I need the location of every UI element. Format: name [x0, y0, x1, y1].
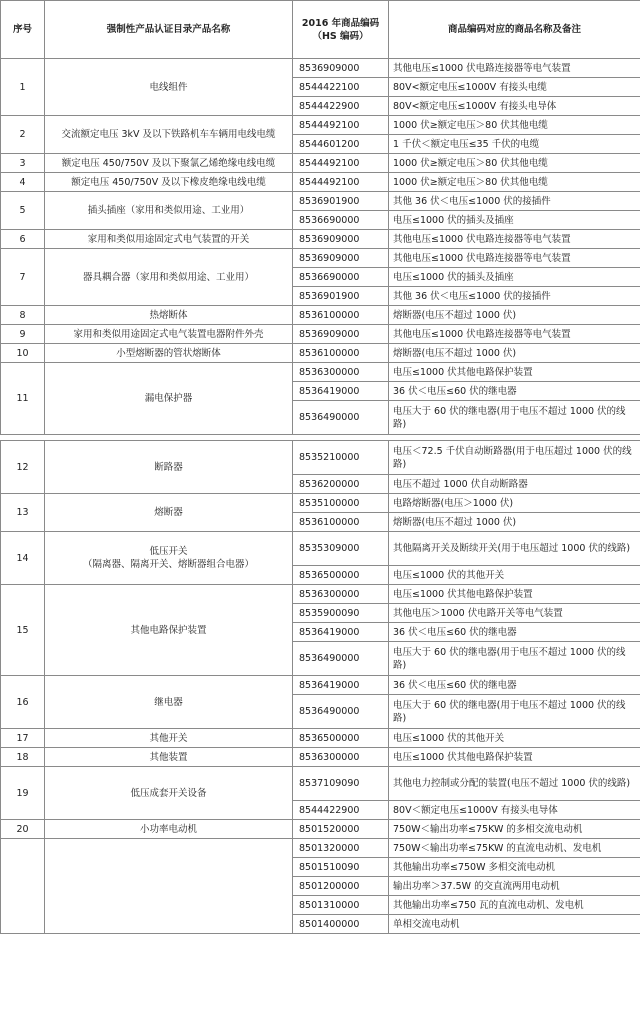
hs-code-cell: 8544492100 [293, 173, 389, 192]
hs-code-cell: 8501320000 [293, 839, 389, 858]
hs-code-cell: 8501400000 [293, 915, 389, 934]
product-name-cell [45, 325, 293, 344]
hs-code-cell: 8536300000 [293, 585, 389, 604]
hs-code-cell: 8544492100 [293, 154, 389, 173]
hs-code-cell: 8536419000 [293, 382, 389, 401]
hs-code-cell: 8544422900 [293, 97, 389, 116]
product-name-line: 插头插座（家用和类似用途、工业用） [87, 205, 250, 216]
table-row [1, 494, 640, 513]
description-cell: 熔断器(电压不超过 1000 伏) [389, 513, 640, 532]
description-cell: 其他电力控制或分配的装置(电压不超过 1000 伏的线路) [389, 767, 640, 801]
hs-code-cell: 8544422900 [293, 801, 389, 820]
table-row [1, 729, 640, 748]
hs-code-cell: 8536100000 [293, 513, 389, 532]
header-hs-code [293, 1, 389, 59]
description-cell: 1000 伏≥额定电压＞80 伏其他电缆 [389, 116, 640, 135]
product-name-line: 家用和类似用途固定式电气装置的开关 [87, 233, 250, 245]
hs-code-cell: 8536300000 [293, 363, 389, 382]
table-row [1, 820, 640, 839]
seq-cell: 19 [1, 767, 45, 820]
description-cell: 其他电压≤1000 伏电路连接器等电气装置 [389, 59, 640, 78]
description-cell: 电压≤1000 伏其他电路保护装置 [389, 748, 640, 767]
hs-code-cell: 8544422100 [293, 78, 389, 97]
description-cell: 其他输出功率≤750 瓦的直流电动机、发电机 [389, 896, 640, 915]
seq-cell: 7 [1, 249, 45, 306]
hs-code-cell: 8501520000 [293, 820, 389, 839]
product-name-line: 漏电保护器 [144, 393, 193, 404]
product-name-cell [45, 306, 293, 325]
hs-code-cell: 8544601200 [293, 135, 389, 154]
product-name-line: 其他装置 [149, 751, 188, 763]
product-name-line: 继电器 [154, 696, 183, 708]
table-body [1, 59, 640, 934]
product-name-line: 小功率电动机 [139, 823, 197, 835]
description-cell: 1 千伏＜额定电压≤35 千伏的电缆 [389, 135, 640, 154]
table-row [1, 192, 640, 211]
description-cell: 其他电压≤1000 伏电路连接器等电气装置 [389, 230, 640, 249]
header-row [1, 1, 640, 59]
seq-cell: 17 [1, 729, 45, 748]
product-name-cell [45, 839, 293, 934]
header-description: 商品编码对应的商品名称及备注 [389, 1, 640, 59]
hs-code-cell: 8535900090 [293, 604, 389, 623]
description-cell: 电压不超过 1000 伏自动断路器 [389, 475, 640, 494]
table-row [1, 585, 640, 604]
hs-code-cell: 8536100000 [293, 344, 389, 363]
hs-code-cell: 8536909000 [293, 59, 389, 78]
description-cell: 80V<额定电压≤1000V 有接头电导体 [389, 97, 640, 116]
description-cell: 电压≤1000 伏的其他开关 [389, 566, 640, 585]
product-name-cell [45, 820, 293, 839]
seq-cell: 11 [1, 363, 45, 435]
description-cell: 单相交流电动机 [389, 915, 640, 934]
hs-code-cell: 8501200000 [293, 877, 389, 896]
table-row [1, 59, 640, 78]
hs-code-cell: 8536901900 [293, 287, 389, 306]
hs-code-cell: 8535100000 [293, 494, 389, 513]
hs-code-cell: 8535210000 [293, 441, 389, 475]
product-name-cell [45, 532, 293, 585]
hs-code-cell: 8536490000 [293, 401, 389, 435]
hs-code-cell: 8536690000 [293, 211, 389, 230]
product-name-cell [45, 494, 293, 532]
description-cell: 熔断器(电压不超过 1000 伏) [389, 344, 640, 363]
description-cell: 750W＜输出功率≤75KW 的多相交流电动机 [389, 820, 640, 839]
description-cell: 电压≤1000 伏的插头及插座 [389, 211, 640, 230]
seq-cell: 12 [1, 441, 45, 494]
seq-cell: 10 [1, 344, 45, 363]
header-hs-code-line1: 2016 年商品编码 [301, 17, 380, 29]
product-name-line: 断路器 [154, 461, 183, 473]
table-row [1, 344, 640, 363]
table-row [1, 767, 640, 801]
description-cell: 其他 36 伏＜电压≤1000 伏的接插件 [389, 287, 640, 306]
description-cell: 电压大于 60 伏的继电器(用于电压不超过 1000 伏的线路) [389, 642, 640, 676]
table-row [1, 441, 640, 475]
product-name-cell [45, 676, 293, 729]
product-name-cell [45, 363, 293, 435]
product-name-line: 其他电路保护装置 [130, 624, 207, 636]
seq-cell: 5 [1, 192, 45, 230]
product-name-cell [45, 767, 293, 820]
product-name-cell [45, 173, 293, 192]
table-row [1, 325, 640, 344]
description-cell: 电路熔断器(电压＞1000 伏) [389, 494, 640, 513]
hs-code-cell: 8537109090 [293, 767, 389, 801]
product-name-cell [45, 192, 293, 230]
hs-code-cell: 8535309000 [293, 532, 389, 566]
hs-code-cell: 8536100000 [293, 306, 389, 325]
description-cell: 电压≤1000 伏其他电路保护装置 [389, 363, 640, 382]
header-hs-code-line2: （HS 编码） [312, 30, 369, 42]
description-cell: 其他 36 伏＜电压≤1000 伏的接插件 [389, 192, 640, 211]
product-name-line: 交流额定电压 3kV 及以下铁路机车车辆用电线电缆 [61, 129, 276, 140]
product-name-line: 热熔断体 [149, 309, 188, 321]
seq-cell: 3 [1, 154, 45, 173]
seq-cell: 20 [1, 820, 45, 839]
hs-code-cell: 8501310000 [293, 896, 389, 915]
description-cell: 电压≤1000 伏的其他开关 [389, 729, 640, 748]
product-name-cell [45, 249, 293, 306]
hs-code-cell: 8536490000 [293, 695, 389, 729]
hs-code-cell: 8501510090 [293, 858, 389, 877]
table-row [1, 116, 640, 135]
product-name-line: 家用和类似用途固定式电气装置电器附件外壳 [73, 328, 264, 340]
table-row [1, 532, 640, 566]
seq-cell: 8 [1, 306, 45, 325]
seq-cell: 4 [1, 173, 45, 192]
description-cell: 750W＜输出功率≤75KW 的直流电动机、发电机 [389, 839, 640, 858]
description-cell: 1000 伏≥额定电压＞80 伏其他电缆 [389, 173, 640, 192]
product-name-line: 器具耦合器（家用和类似用途、工业用） [82, 271, 254, 283]
description-cell: 其他电压≤1000 伏电路连接器等电气装置 [389, 249, 640, 268]
seq-cell: 6 [1, 230, 45, 249]
table-row [1, 676, 640, 695]
table-row [1, 154, 640, 173]
seq-cell: 13 [1, 494, 45, 532]
product-name-line: （隔离器、隔离开关、熔断器组合电器） [82, 559, 254, 570]
product-name-line: 低压成套开关设备 [130, 787, 207, 799]
table-row [1, 249, 640, 268]
header-product-name: 强制性产品认证目录产品名称 [45, 1, 293, 59]
hs-code-cell: 8536500000 [293, 566, 389, 585]
product-name-line: 小型熔断器的管状熔断体 [116, 347, 221, 359]
table-row [1, 230, 640, 249]
table-row [1, 173, 640, 192]
header-seq: 序号 [1, 1, 45, 59]
seq-cell: 16 [1, 676, 45, 729]
description-cell: 其他隔离开关及断续开关(用于电压超过 1000 伏的线路) [389, 532, 640, 566]
product-name-line: 额定电压 450/750V 及以下橡皮绝缘电线电缆 [71, 176, 266, 188]
product-name-cell [45, 729, 293, 748]
hs-code-cell: 8536490000 [293, 642, 389, 676]
product-name-line: 低压开关 [149, 546, 188, 557]
hs-code-cell: 8544492100 [293, 116, 389, 135]
description-cell: 电压≤1000 伏的插头及插座 [389, 268, 640, 287]
product-name-cell [45, 344, 293, 363]
hs-code-cell: 8536901900 [293, 192, 389, 211]
hs-code-cell: 8536909000 [293, 230, 389, 249]
seq-cell: 9 [1, 325, 45, 344]
hs-code-cell: 8536200000 [293, 475, 389, 494]
table-row [1, 839, 640, 858]
description-cell: 36 伏＜电压≤60 伏的继电器 [389, 676, 640, 695]
seq-cell: 15 [1, 585, 45, 676]
hs-code-cell: 8536300000 [293, 748, 389, 767]
description-cell: 1000 伏≥额定电压＞80 伏其他电缆 [389, 154, 640, 173]
table-row [1, 306, 640, 325]
product-name-line: 熔断器 [154, 507, 183, 518]
hs-code-cell: 8536909000 [293, 325, 389, 344]
description-cell: 电压＜72.5 千伏自动断路器(用于电压超过 1000 伏的线路) [389, 441, 640, 475]
product-name-cell [45, 230, 293, 249]
description-cell: 其他输出功率≤750W 多相交流电动机 [389, 858, 640, 877]
description-cell: 电压大于 60 伏的继电器(用于电压不超过 1000 伏的线路) [389, 401, 640, 435]
product-name-cell [45, 154, 293, 173]
description-cell: 输出功率＞37.5W 的交直流两用电动机 [389, 877, 640, 896]
hs-code-cell: 8536419000 [293, 623, 389, 642]
product-name-cell [45, 116, 293, 154]
seq-cell: 2 [1, 116, 45, 154]
hs-code-cell: 8536500000 [293, 729, 389, 748]
product-name-cell [45, 585, 293, 676]
product-name-cell [45, 59, 293, 116]
description-cell: 电压大于 60 伏的继电器(用于电压不超过 1000 伏的线路) [389, 695, 640, 729]
product-name-line: 其他开关 [149, 732, 188, 744]
description-cell: 80V<额定电压≤1000V 有接头电缆 [389, 78, 640, 97]
seq-cell: 14 [1, 532, 45, 585]
seq-cell: 18 [1, 748, 45, 767]
product-name-cell [45, 748, 293, 767]
product-name-line: 电线组件 [149, 81, 188, 93]
seq-cell [1, 839, 45, 934]
description-cell: 其他电压≤1000 伏电路连接器等电气装置 [389, 325, 640, 344]
seq-cell: 1 [1, 59, 45, 116]
table-row [1, 748, 640, 767]
description-cell: 80V＜额定电压≤1000V 有接头电导体 [389, 801, 640, 820]
hs-code-cell: 8536909000 [293, 249, 389, 268]
product-name-line: 额定电压 450/750V 及以下聚氯乙烯绝缘电线电缆 [61, 157, 276, 169]
description-cell: 熔断器(电压不超过 1000 伏) [389, 306, 640, 325]
product-name-cell [45, 441, 293, 494]
table-row [1, 363, 640, 382]
description-cell: 36 伏＜电压≤60 伏的继电器 [389, 623, 640, 642]
description-cell: 36 伏＜电压≤60 伏的继电器 [389, 382, 640, 401]
description-cell: 其他电压＞1000 伏电路开关等电气装置 [389, 604, 640, 623]
hs-code-cell: 8536690000 [293, 268, 389, 287]
hs-code-cell: 8536419000 [293, 676, 389, 695]
description-cell: 电压≤1000 伏其他电路保护装置 [389, 585, 640, 604]
